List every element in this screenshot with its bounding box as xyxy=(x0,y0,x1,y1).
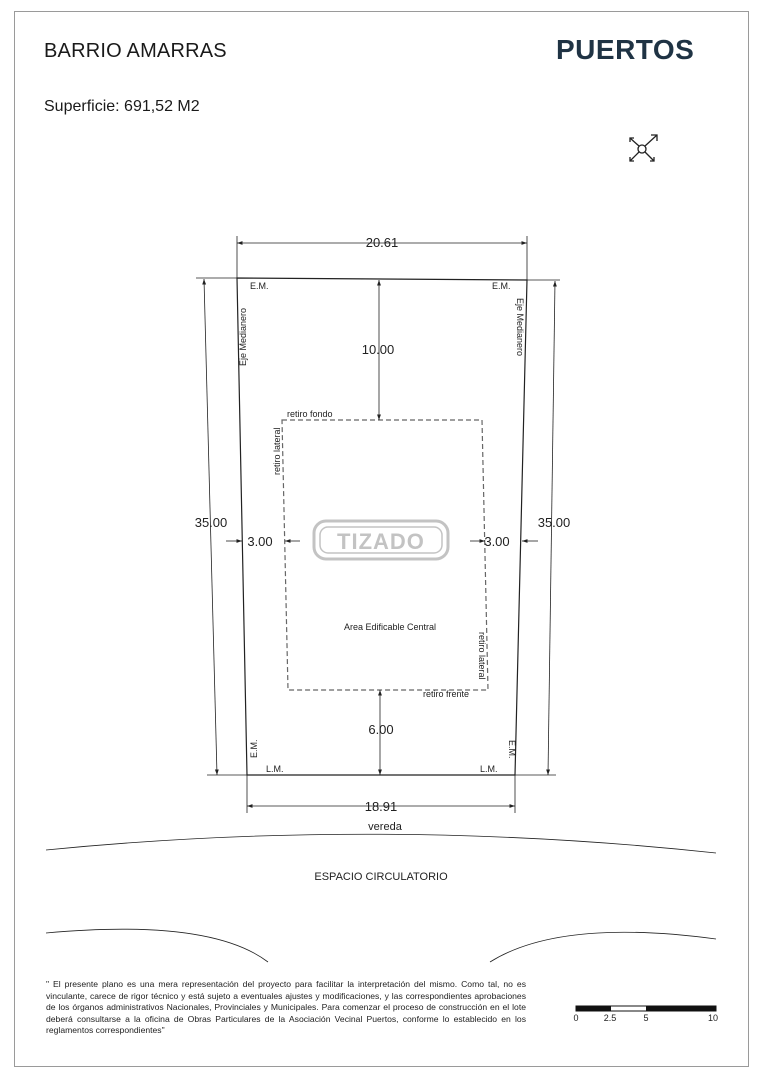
dim-left-label: 35.00 xyxy=(194,515,228,530)
neighborhood-title: BARRIO AMARRAS xyxy=(44,40,227,62)
dim-back-setback-label: 10.00 xyxy=(361,342,395,357)
dim-side-left-label: 3.00 xyxy=(247,534,273,549)
dim-side-right-label: 3.00 xyxy=(484,534,510,549)
lm-label-right: L.M. xyxy=(480,764,498,774)
orientation-icon xyxy=(630,135,657,161)
dim-bottom-label: 18.91 xyxy=(364,799,398,814)
party-axis-label-right: Eje Medianero xyxy=(515,298,525,357)
em-label-top-left: E.M. xyxy=(250,281,269,291)
surface-area: Superficie: 691,52 M2 xyxy=(44,98,200,115)
em-label-top-right: E.M. xyxy=(492,281,511,291)
em-label-bottom-left: E.M. xyxy=(249,739,259,758)
side-setback-label-left: retiro lateral xyxy=(272,427,282,475)
disclaimer-text: " El presente plano es una mera representación del proyecto para facilitar la interpretación del mismo. Como tal, no es vinculante, carece de rigor técnico y está sujeto a eventuales ajustes y modificaciones, y las correspondientes aprobaciones de los órganos administrativos Nacionales, Provinciales y Municipales. Para comenzar el proceso de construcción en el lote deberá consultarse a la oficina de Obras Particulares de la Asociación Vecinal Puertos, conforme lo establecido en los reglamentos correspondientes" xyxy=(46,979,526,1036)
sidewalk-label: vereda xyxy=(368,821,402,833)
rear-setback-label: retiro fondo xyxy=(287,409,333,419)
watermark-logo xyxy=(314,521,448,559)
buildable-area-outline xyxy=(282,420,488,690)
dim-top-label: 20.61 xyxy=(365,235,399,250)
watermark-text: TIZADO xyxy=(337,529,425,554)
scale-label-0: 0 xyxy=(573,1013,579,1023)
em-label-bottom-right: E.M. xyxy=(507,740,517,759)
circulation-space-label: ESPACIO CIRCULATORIO xyxy=(314,871,448,883)
buildable-area-label: Area Edificable Central xyxy=(343,622,437,632)
lm-label-left: L.M. xyxy=(266,764,284,774)
street-curve-right xyxy=(490,932,716,962)
party-axis-label-left: Eje Medianero xyxy=(238,307,248,366)
dim-right-label: 35.00 xyxy=(537,515,571,530)
scale-label-5: 5 xyxy=(643,1013,649,1023)
scale-label-10: 10 xyxy=(707,1013,719,1023)
front-setback-label: retiro frente xyxy=(423,689,470,699)
dim-front-setback-label: 6.00 xyxy=(368,722,394,737)
brand-logo: PUERTOS xyxy=(556,34,695,65)
scale-label-2-5: 2.5 xyxy=(603,1013,617,1023)
street-curve-left xyxy=(46,929,268,962)
scale-bar xyxy=(573,1006,718,1023)
side-setback-label-right: retiro lateral xyxy=(477,632,487,680)
sidewalk-curve xyxy=(46,834,716,853)
